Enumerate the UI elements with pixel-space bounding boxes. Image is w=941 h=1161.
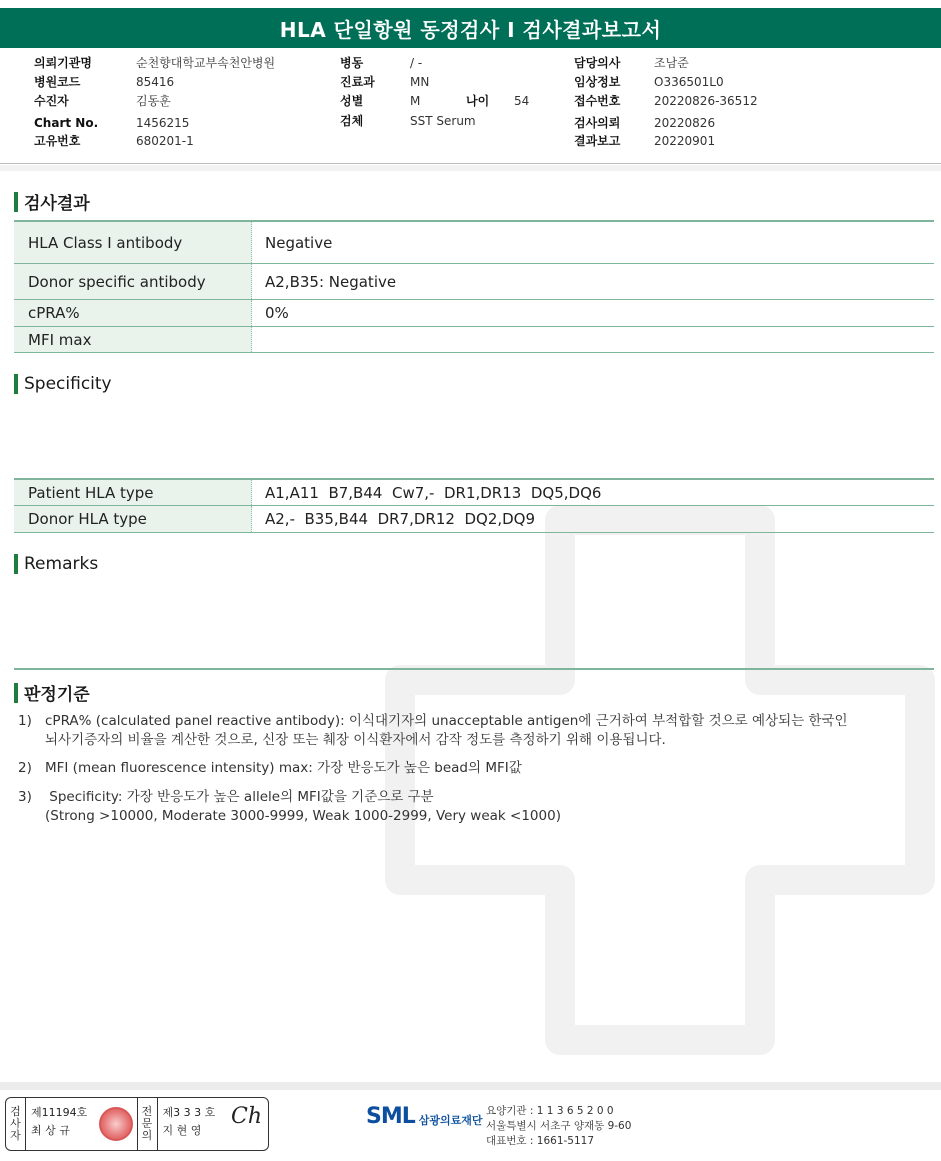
- unique-label: 고유번호: [34, 134, 81, 148]
- inspector-cell: [26, 1098, 138, 1150]
- result-label: Donor specific antibody: [14, 264, 252, 299]
- phone: 대표번호 : 1661-5117: [486, 1135, 595, 1147]
- footer-address-block: [486, 1104, 631, 1149]
- heading-bar: [14, 374, 18, 394]
- signature-box: [5, 1097, 269, 1151]
- criteria-item: [18, 759, 522, 778]
- ward-row: [340, 54, 422, 72]
- footer-band: [0, 1082, 941, 1090]
- table-row: [14, 264, 934, 300]
- institution-value: 순천향대학교부속천안병원: [136, 56, 276, 70]
- criteria-num: 1): [18, 713, 32, 729]
- specimen-row: [340, 112, 476, 130]
- criteria-num: 3): [18, 789, 32, 805]
- criteria-text: Specificity: 가장 반응도가 높은 allele의 MFI값을 기준으로 구분: [45, 789, 434, 805]
- table-row: [14, 478, 934, 506]
- inspector-name: 최 상 규: [31, 1124, 70, 1137]
- dept-value: MN: [410, 75, 430, 89]
- foundation-name: 삼광의료재단: [418, 1113, 483, 1127]
- report-value: 20220901: [654, 134, 716, 148]
- report-label: 결과보고: [574, 134, 621, 148]
- heading-bar: [14, 683, 18, 703]
- specificity-heading-text: Specificity: [24, 374, 112, 394]
- hospital-code-label: 병원코드: [34, 75, 81, 89]
- sex-row: [340, 92, 529, 110]
- age-label: 나이: [466, 94, 490, 108]
- sml-logo: [366, 1104, 483, 1129]
- label-char: 의: [141, 1129, 153, 1142]
- specificity-heading: [14, 374, 112, 394]
- request-value: 20220826: [654, 116, 716, 130]
- results-heading-text: 검사결과: [24, 194, 90, 214]
- criteria-heading-text: 판정기준: [24, 685, 90, 705]
- specialist-name: 지 현 영: [162, 1124, 202, 1137]
- heading-bar: [14, 554, 18, 574]
- inspector-number: 제11194호: [31, 1106, 88, 1119]
- sml-logo-text: SML: [366, 1104, 415, 1129]
- label-char: 전: [141, 1105, 153, 1118]
- doctor-label: 담당의사: [574, 56, 621, 70]
- table-row: [14, 506, 934, 533]
- results-heading: [14, 189, 90, 214]
- result-value: 0%: [265, 304, 289, 322]
- address: 서울특별시 서초구 양재동 9-60: [486, 1120, 632, 1132]
- hla-type-label: Donor HLA type: [14, 506, 252, 532]
- dept-row: [340, 73, 429, 91]
- unique-value: 680201-1: [136, 134, 194, 148]
- care-number: 요양기관 : 1 1 3 6 5 2 0 0: [486, 1105, 614, 1117]
- dept-label: 진료과: [340, 75, 375, 89]
- result-value: A2,B35: Negative: [265, 272, 397, 291]
- age-value: 54: [514, 94, 530, 108]
- chart-row: [34, 114, 189, 132]
- result-label: cPRA%: [14, 300, 252, 326]
- clinical-row: [574, 73, 724, 91]
- specimen-label: 검체: [340, 114, 364, 128]
- hla-type-label: Patient HLA type: [14, 480, 252, 505]
- patient-row: [34, 92, 171, 110]
- sex-value: M: [410, 94, 421, 108]
- inspector-vertical-label: [6, 1098, 26, 1150]
- specialist-vertical-label: [138, 1098, 158, 1150]
- ward-value: / -: [410, 56, 423, 70]
- patient-value: 김동훈: [136, 94, 171, 108]
- doctor-value: 조남준: [654, 56, 689, 70]
- table-row: [14, 300, 934, 327]
- heading-bar: [14, 192, 18, 212]
- signature: Ch: [230, 1104, 262, 1129]
- institution-row: [34, 54, 275, 72]
- receipt-label: 접수번호: [574, 94, 621, 108]
- seal-stamp-icon: [99, 1107, 133, 1141]
- criteria-heading: [14, 680, 90, 705]
- hla-type-value: A2,- B35,B44 DR7,DR12 DQ2,DQ9: [265, 510, 536, 528]
- result-label: HLA Class I antibody: [14, 222, 252, 263]
- unique-row: [34, 132, 194, 150]
- clinical-value: O336501L0: [654, 75, 724, 89]
- chart-label: Chart No.: [34, 116, 99, 130]
- receipt-value: 20220826-36512: [654, 94, 758, 108]
- hla-type-value: A1,A11 B7,B44 Cw7,- DR1,DR13 DQ5,DQ6: [265, 483, 602, 502]
- watermark-cross-icon: [380, 480, 941, 1080]
- result-value: [252, 327, 265, 352]
- label-char: 문: [141, 1117, 153, 1130]
- table-row: [14, 220, 934, 264]
- institution-label: 의뢰기관명: [34, 56, 92, 70]
- result-label: MFI max: [14, 327, 252, 352]
- report-row: [574, 132, 715, 150]
- criteria-item: [18, 712, 848, 750]
- label-char: 자: [10, 1129, 21, 1142]
- result-value: Negative: [265, 233, 333, 252]
- label-char: 검: [10, 1105, 21, 1118]
- receipt-row: [574, 92, 758, 110]
- criteria-text: cPRA% (calculated panel reactive antibody): 이식대기자의 unacceptable antigen에 근거하여 부적합할 것으로 예상되는 한국인: [45, 713, 848, 729]
- specimen-value: SST Serum: [410, 114, 476, 128]
- chart-value: 1456215: [136, 116, 190, 130]
- report-title: HLA 단일항원 동정검사 I 검사결과보고서: [0, 8, 941, 48]
- patient-info-block: [0, 54, 941, 164]
- criteria-text-cont: 뇌사기증자의 비율을 계산한 것으로, 신장 또는 췌장 이식환자에서 감작 정도를 측정하기 위해 이용됩니다.: [45, 732, 666, 748]
- patient-label: 수진자: [34, 94, 69, 108]
- specialist-cell: [158, 1098, 269, 1150]
- label-char: 사: [10, 1117, 21, 1130]
- sex-label: 성별: [340, 94, 364, 108]
- clinical-label: 임상정보: [574, 75, 621, 89]
- table-row: [14, 327, 934, 353]
- separator-band: [0, 165, 941, 171]
- criteria-num: 2): [18, 760, 32, 776]
- criteria-text-cont: (Strong >10000, Moderate 3000-9999, Weak 1000-2999, Very weak <1000): [45, 808, 561, 824]
- divider: [14, 668, 934, 670]
- remarks-heading: [14, 554, 98, 574]
- request-row: [574, 114, 715, 132]
- criteria-item: [18, 788, 561, 826]
- ward-label: 병동: [340, 56, 364, 70]
- doctor-row: [574, 54, 689, 72]
- specialist-number: 제3 3 3 호: [162, 1106, 216, 1119]
- criteria-text: MFI (mean fluorescence intensity) max: 가장 반응도가 높은 bead의 MFI값: [45, 760, 522, 776]
- hospital-code-value: 85416: [136, 75, 175, 89]
- hospital-code-row: [34, 73, 174, 91]
- request-label: 검사의뢰: [574, 116, 621, 130]
- remarks-heading-text: Remarks: [24, 554, 99, 574]
